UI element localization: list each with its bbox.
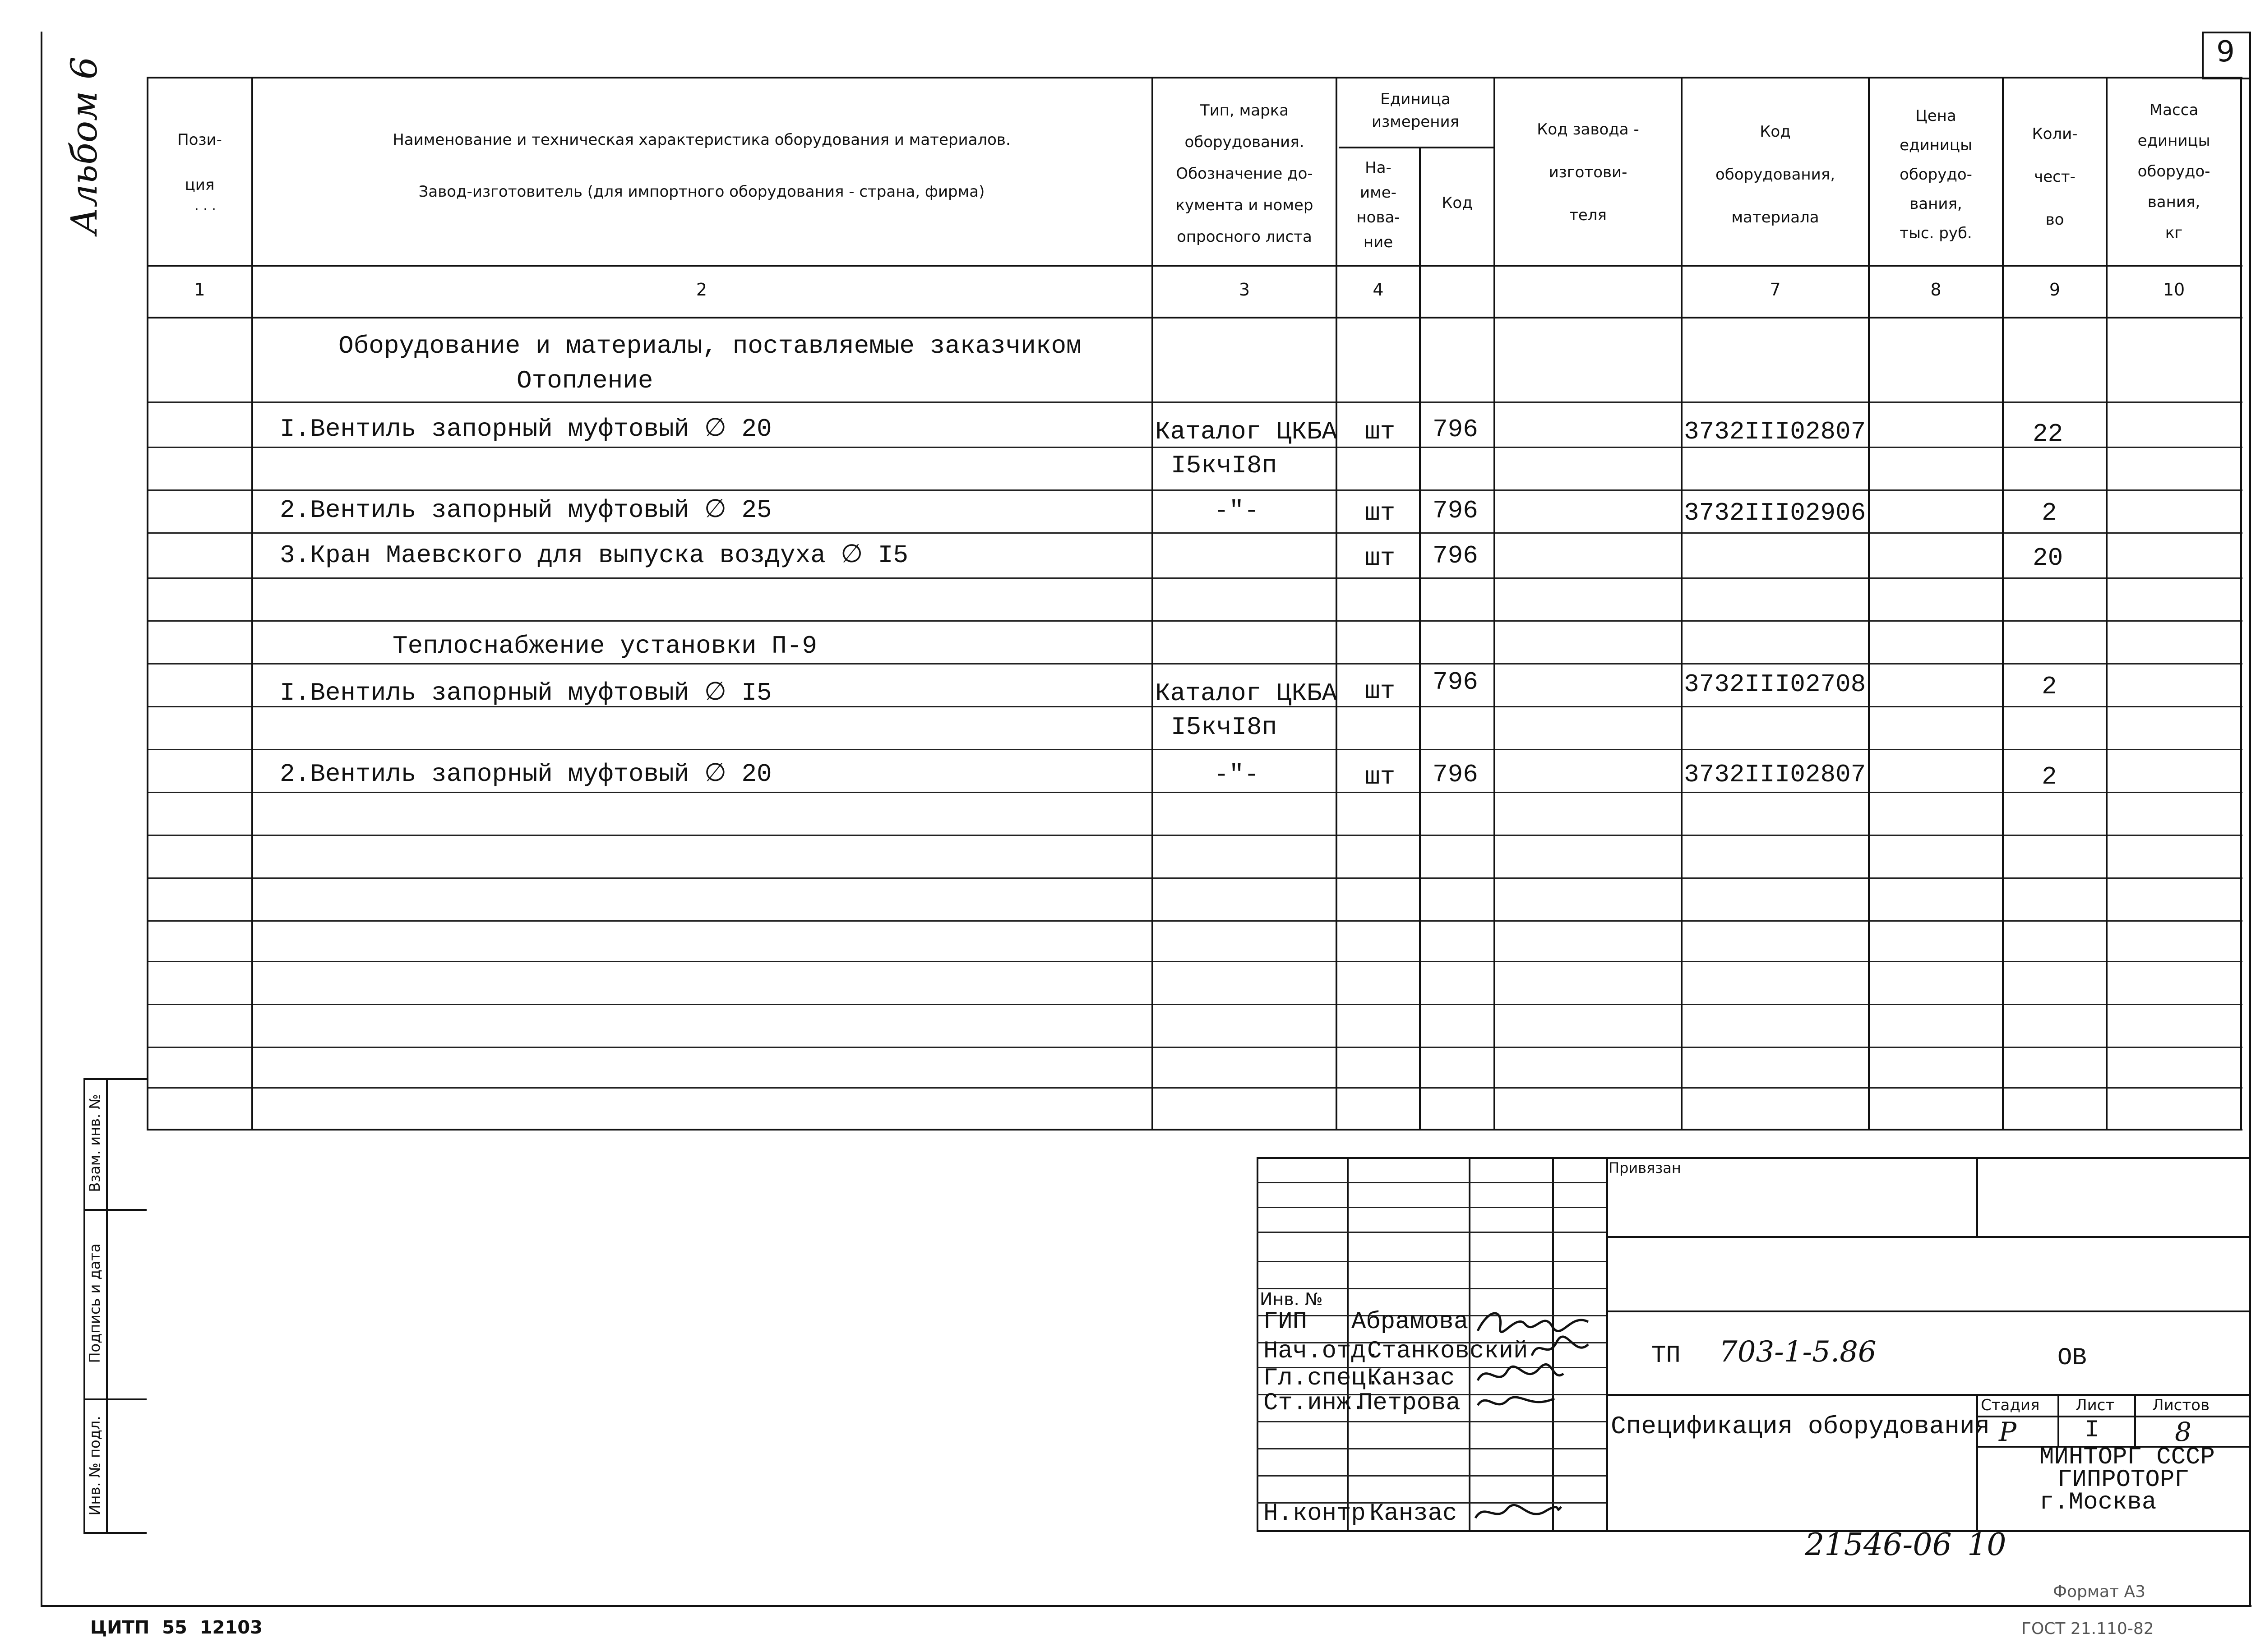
row-4-name: 2.Вентиль запорный муфтовый ∅ 25 bbox=[280, 496, 772, 525]
vline-10 bbox=[2240, 77, 2242, 1131]
stage-label: Стадия bbox=[1981, 1396, 2040, 1414]
sheets-label: Листов bbox=[2152, 1396, 2210, 1414]
label-podpis-data: Подпись и дата bbox=[86, 1243, 103, 1363]
vline-1 bbox=[251, 77, 253, 1131]
row-10-code: 796 bbox=[1433, 760, 1478, 789]
colnum-9: 9 bbox=[2049, 280, 2061, 300]
row-4-unit: шт bbox=[1365, 498, 1396, 527]
row-line bbox=[147, 489, 2242, 491]
tb-stage-div2 bbox=[2134, 1394, 2136, 1446]
row-8-qty: 2 bbox=[2042, 672, 2057, 701]
tb-row-line bbox=[1257, 1261, 1606, 1262]
table-top bbox=[147, 77, 2242, 78]
row-5-name: 3.Кран Маевского для выпуска воздуха ∅ I5 bbox=[280, 541, 908, 570]
pagebox-top bbox=[2202, 32, 2251, 33]
header-price: Цена единицы оборудо- вания, тыс. руб. bbox=[1900, 107, 1972, 242]
row-line bbox=[147, 1004, 2242, 1005]
row-1-name: Отопление bbox=[517, 366, 653, 395]
row-4-qty: 2 bbox=[2042, 498, 2057, 527]
leftstamp-top bbox=[83, 1078, 147, 1080]
album-label: Альбом 6 bbox=[63, 56, 105, 235]
org-city: г.Москва bbox=[2039, 1489, 2157, 1516]
dots-decoration: · · · bbox=[194, 202, 216, 217]
tb-privyazan-line bbox=[1606, 1236, 2249, 1238]
row-line bbox=[147, 920, 2242, 922]
name-petrova: Петрова bbox=[1358, 1389, 1461, 1417]
tb-privyazan-div bbox=[1976, 1157, 1978, 1236]
signature-4 bbox=[1475, 1387, 1557, 1419]
name-kanzas-2: Канзас bbox=[1369, 1500, 1457, 1527]
row-line bbox=[147, 663, 2242, 664]
row-8-name: I.Вентиль запорный муфтовый ∅ I5 bbox=[280, 678, 772, 707]
colnum-bottom bbox=[147, 317, 2242, 318]
table-bottom bbox=[147, 1129, 2242, 1131]
footer-citp: ЦИТП 55 12103 bbox=[90, 1617, 263, 1638]
sheets-value: 8 bbox=[2175, 1417, 2191, 1447]
header-unit-name: На- име- нова- ние bbox=[1356, 159, 1400, 251]
doc-title: Спецификация оборудования bbox=[1611, 1412, 1990, 1441]
role-gl-spec: Гл.спец. bbox=[1263, 1365, 1381, 1392]
footer-gost: ГОСТ 21.110-82 bbox=[2021, 1620, 2154, 1638]
row-7-name: Теплоснабжение установки П-9 bbox=[393, 632, 817, 660]
colnum-8: 8 bbox=[1930, 280, 1942, 300]
colnum-10: 10 bbox=[2163, 280, 2185, 300]
row-2-code: 796 bbox=[1433, 415, 1478, 444]
page-number: 9 bbox=[2216, 35, 2235, 69]
header-type: Тип, марка оборудования. Обозначение до- кумента и номер опросного листа bbox=[1175, 102, 1313, 246]
name-abramova: Абрамова bbox=[1351, 1308, 1469, 1336]
tb-top bbox=[1257, 1157, 2249, 1159]
leftstamp-div1 bbox=[83, 1209, 147, 1211]
vline-0 bbox=[147, 77, 148, 1131]
row-5-unit: шт bbox=[1365, 544, 1396, 572]
header-name-b: Завод-изготовитель (для импортного оборудования - страна, фирма) bbox=[418, 183, 985, 201]
header-equipment-code: Код оборудования, материала bbox=[1715, 123, 1835, 226]
row-line bbox=[147, 877, 2242, 879]
colnum-2: 2 bbox=[696, 280, 707, 300]
leftstamp-mid bbox=[106, 1078, 108, 1534]
name-kanzas: Канзас bbox=[1367, 1365, 1455, 1392]
unit-subheader-line bbox=[1339, 147, 1493, 148]
row-line bbox=[147, 447, 2242, 448]
role-st-inzh: Ст.инж. bbox=[1263, 1389, 1366, 1417]
header-bottom bbox=[147, 265, 2242, 267]
stage-value: Р bbox=[1999, 1417, 2017, 1447]
pagebox-right bbox=[2249, 32, 2251, 79]
header-name-a: Наименование и техническая характеристика оборудования и материалов. bbox=[393, 131, 1011, 149]
header-unit-group: Единица измерения bbox=[1371, 90, 1460, 131]
sheet-value: I bbox=[2085, 1417, 2099, 1444]
header-unit-code: Код bbox=[1442, 194, 1473, 212]
row-9-type: I5кчI8п bbox=[1171, 713, 1277, 742]
inventory-sheet: 10 bbox=[1967, 1527, 2006, 1563]
row-8-code: 796 bbox=[1433, 668, 1478, 697]
colnum-1: 1 bbox=[194, 280, 205, 300]
row-line bbox=[147, 532, 2242, 534]
row-5-qty: 20 bbox=[2033, 544, 2063, 572]
row-line bbox=[147, 577, 2242, 579]
label-vzam-inv: Взам. инв. № bbox=[86, 1094, 103, 1192]
sheet-label: Лист bbox=[2076, 1396, 2115, 1414]
row-line bbox=[147, 835, 2242, 836]
frame-left bbox=[41, 32, 42, 1606]
row-10-name: 2.Вентиль запорный муфтовый ∅ 20 bbox=[280, 760, 772, 789]
tb-code-top bbox=[1606, 1311, 2249, 1312]
row-0-name: Оборудование и материалы, поставляемые заказчиком bbox=[338, 332, 1082, 360]
row-10-type: -"- bbox=[1214, 760, 1259, 789]
tb-row-line bbox=[1257, 1475, 1606, 1477]
role-n-kontr: Н.контр. bbox=[1263, 1500, 1381, 1527]
inventory-number: 21546-06 bbox=[1805, 1527, 1952, 1563]
org-institute: ГИПРОТОРГ bbox=[2057, 1466, 2189, 1494]
row-3-type: I5кчI8п bbox=[1171, 451, 1277, 480]
footer-format: Формат А3 bbox=[2053, 1583, 2146, 1601]
row-8-type: Каталог ЦКБА bbox=[1155, 679, 1337, 708]
tb-code-bottom bbox=[1606, 1394, 2249, 1396]
row-line bbox=[147, 401, 2242, 403]
row-5-code: 796 bbox=[1433, 541, 1478, 570]
row-4-type: -"- bbox=[1214, 496, 1259, 525]
frame-right bbox=[2249, 77, 2251, 1606]
row-line bbox=[147, 1087, 2242, 1089]
header-factory-code: Код завода - изготови- теля bbox=[1537, 120, 1639, 224]
row-2-unit: шт bbox=[1365, 417, 1396, 446]
row-line bbox=[147, 792, 2242, 793]
colnum-3: 3 bbox=[1239, 280, 1250, 300]
tb-row-line bbox=[1257, 1207, 1606, 1208]
name-stankovsky: Станковский bbox=[1367, 1338, 1528, 1365]
colnum-4: 4 bbox=[1373, 280, 1384, 300]
tb-bottom bbox=[1257, 1530, 2249, 1532]
row-10-qty: 2 bbox=[2042, 762, 2057, 791]
frame-bottom bbox=[41, 1605, 2251, 1607]
doc-mark: ОВ bbox=[2057, 1344, 2087, 1372]
row-2-name: I.Вентиль запорный муфтовый ∅ 20 bbox=[280, 415, 772, 443]
row-8-eq: 3732III02708 bbox=[1684, 670, 1866, 699]
role-gip: ГИП bbox=[1263, 1308, 1308, 1336]
label-inv-podl: Инв. № подл. bbox=[86, 1416, 103, 1516]
signature-5 bbox=[1473, 1498, 1563, 1529]
row-line bbox=[147, 620, 2242, 622]
header-position: Пози- ция bbox=[177, 131, 222, 194]
tb-row-line bbox=[1257, 1232, 1606, 1233]
tb-col4 bbox=[1606, 1157, 1608, 1532]
row-line bbox=[147, 749, 2242, 750]
row-line bbox=[147, 1047, 2242, 1048]
tb-row-line bbox=[1257, 1448, 1606, 1449]
tb-row-line bbox=[1257, 1182, 1606, 1183]
role-nach-otd: Нач.отд. bbox=[1263, 1338, 1381, 1365]
header-quantity: Коли- чест- во bbox=[2032, 125, 2078, 229]
header-mass: Масса единицы оборудо- вания, кг bbox=[2137, 101, 2210, 242]
row-4-eq: 3732III02906 bbox=[1684, 498, 1866, 527]
doc-number: 703-1-5.86 bbox=[1719, 1335, 1877, 1369]
colnum-7: 7 bbox=[1770, 280, 1781, 300]
tb-row-line bbox=[1257, 1421, 1606, 1422]
row-line bbox=[147, 961, 2242, 962]
doc-code: ТП bbox=[1651, 1342, 1681, 1370]
row-2-eq: 3732III02807 bbox=[1684, 417, 1866, 446]
leftstamp-left bbox=[83, 1078, 85, 1534]
row-10-eq: 3732III02807 bbox=[1684, 760, 1866, 789]
tb-stage-div1 bbox=[2057, 1394, 2059, 1446]
row-10-unit: шт bbox=[1365, 762, 1396, 791]
vline-4 bbox=[1419, 147, 1421, 1131]
row-8-unit: шт bbox=[1365, 677, 1396, 706]
row-2-qty: 22 bbox=[2033, 420, 2063, 448]
org-ministry: МИНТОРГ СССР bbox=[2039, 1444, 2215, 1471]
row-2-type: Каталог ЦКБА bbox=[1155, 417, 1337, 446]
inv-no-label: Инв. № bbox=[1260, 1289, 1323, 1309]
privyazan-label: Привязан bbox=[1609, 1159, 1681, 1177]
row-4-code: 796 bbox=[1433, 496, 1478, 525]
tb-stage-mid bbox=[1976, 1416, 2249, 1417]
